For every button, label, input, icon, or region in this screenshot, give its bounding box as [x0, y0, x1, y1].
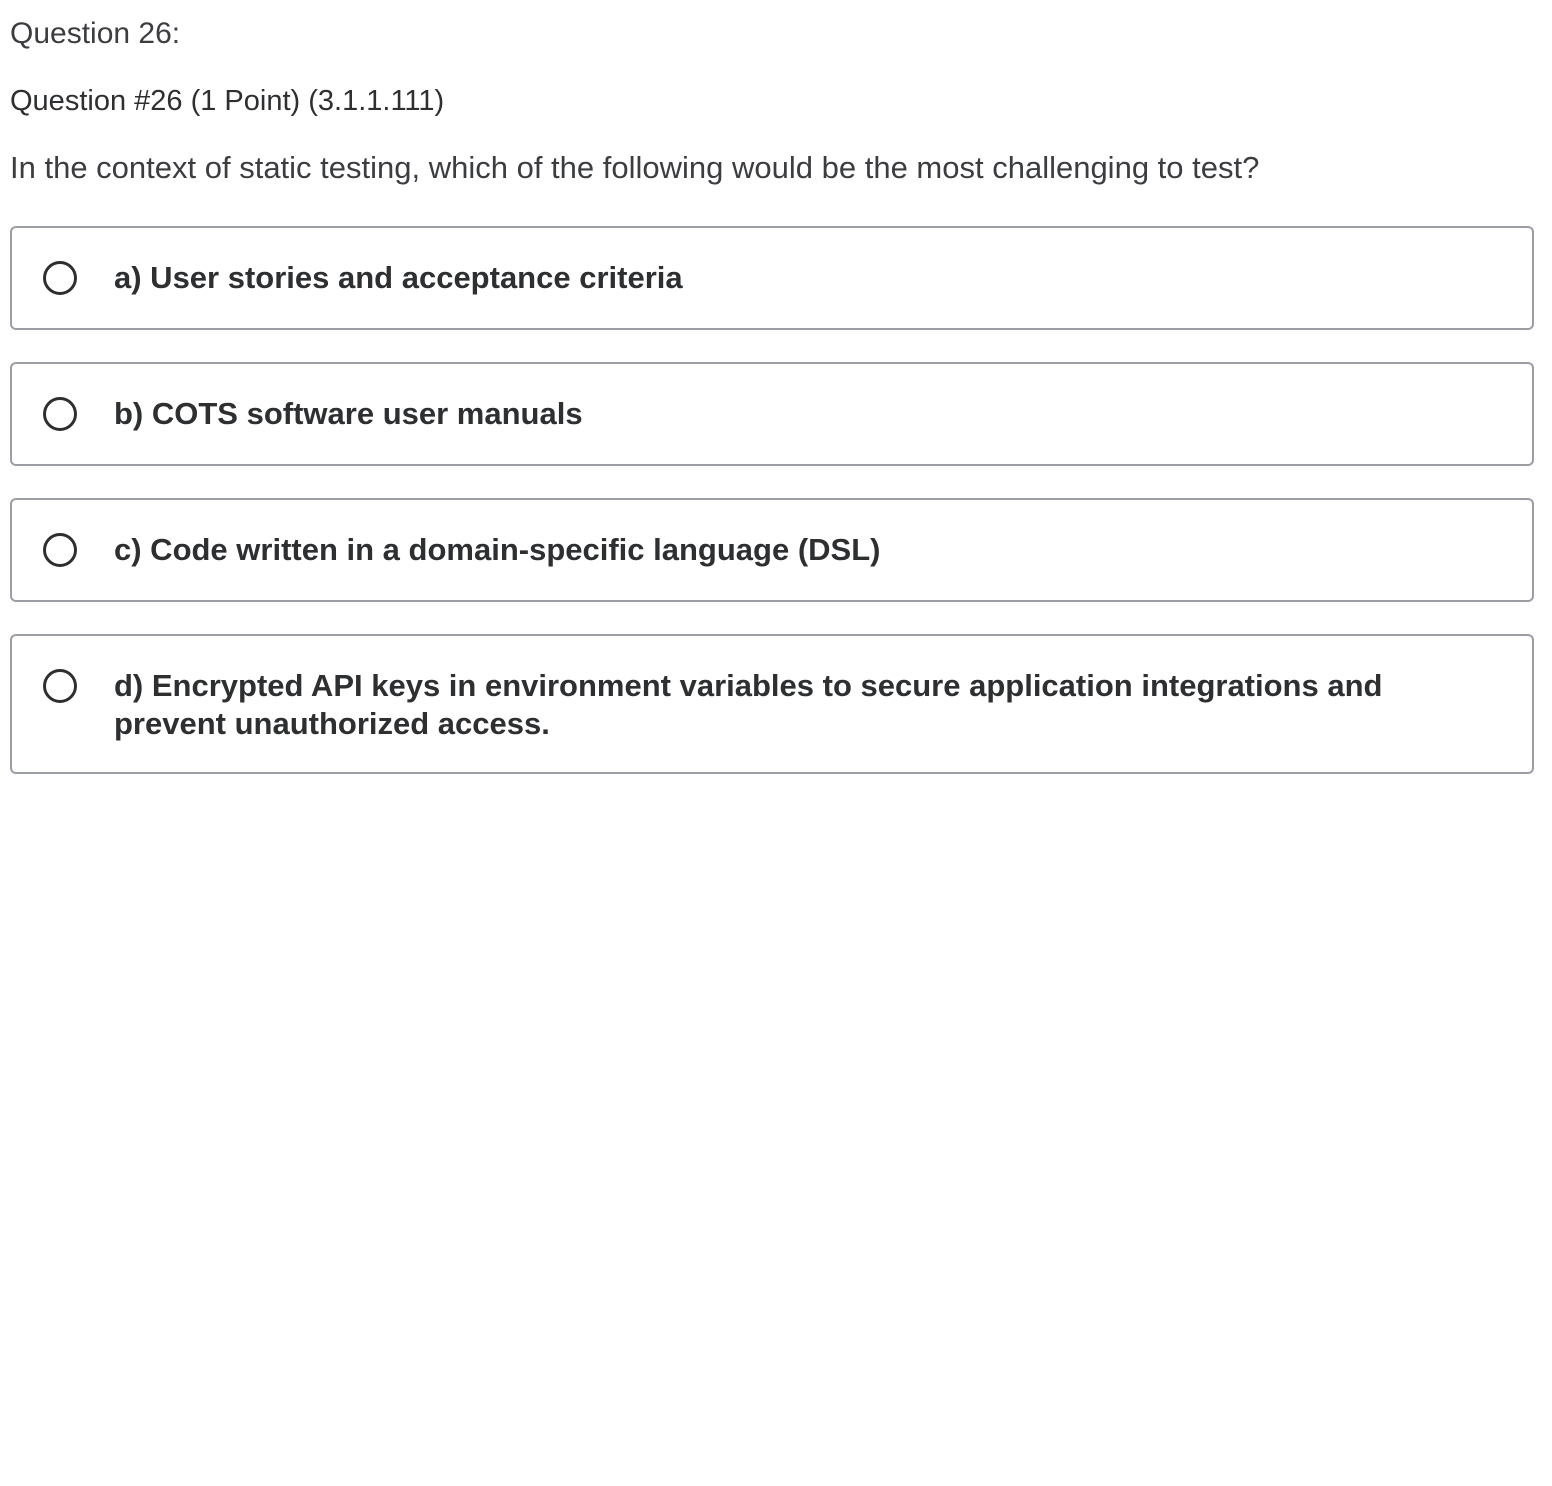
answer-option-a[interactable] — [10, 226, 1534, 330]
radio-button-d[interactable] — [43, 669, 77, 703]
radio-button-c[interactable] — [43, 533, 77, 567]
answer-option-d[interactable] — [10, 634, 1534, 774]
answer-option-label: a) User stories and acceptance criteria — [114, 260, 683, 295]
radio-button-b[interactable] — [43, 397, 77, 431]
answer-option-b[interactable] — [10, 362, 1534, 466]
answer-option-label: d) Encrypted API keys in environment variables to secure application integrations and prevent unauthorized access. — [114, 668, 1383, 741]
radio-button-a[interactable] — [43, 261, 77, 295]
answer-option-label: b) COTS software user manuals — [114, 396, 583, 431]
question-number-heading: Question 26: — [10, 17, 181, 50]
question-meta: Question #26 (1 Point) (3.1.1.111) — [10, 85, 445, 117]
answer-option-label: c) Code written in a domain-specific language (DSL) — [114, 532, 881, 567]
question-prompt: In the context of static testing, which of the following would be the most challenging to test? — [10, 150, 1260, 185]
answer-option-c[interactable] — [10, 498, 1534, 602]
